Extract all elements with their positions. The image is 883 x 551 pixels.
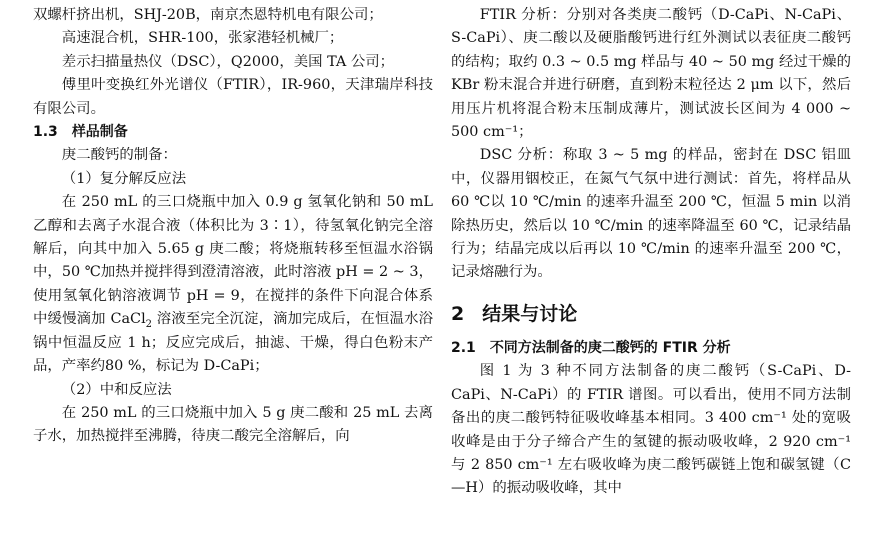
section-heading-2 [451,302,851,326]
method-1-text-a: 在 250 mL 的三口烧瓶中加入 0.9 g 氢氧化钠和 50 mL 乙醇和去离子水混合液（体积比为 3∶1），待氢氧化钠完全溶解后，向其中加入 5.65 g 庚二酸；将烧瓶转移至恒温水浴锅中，50 ℃加热并搅拌得到澄清溶液，此时溶液 pH = 2 ~ 3，使用氢氧化钠溶液调节 pH = 9，在搅拌的条件下向混合体系中缓慢滴加 CaCl [33,194,433,328]
section-title: 不同方法制备的庚二酸钙的 FTIR 分析 [489,339,731,356]
method-2-heading: （2）中和反应法 [61,381,172,398]
left-column [33,4,433,449]
equipment-ftir: 傅里叶变换红外光谱仪（FTIR），IR-960，天津瑞岸科技有限公司。 [33,77,433,117]
method-1-heading: （1）复分解反应法 [61,170,187,187]
ftir-results-paragraph: 图 1 为 3 种不同方法制备的庚二酸钙（S-CaPi、D-CaPi、N-CaPi）的 FTIR 谱图。可以看出，使用不同方法制备出的庚二酸钙特征吸收峰基本相同。3 400 cm⁻¹ 处的宽吸收峰是由于分子缔合产生的氢键的振动吸收峰，2 920 cm⁻¹ 与 2 850 cm⁻¹ 左右吸收峰为庚二酸钙碳链上饱和碳氢键（C—H）的振动吸收峰，其中 [451,363,851,497]
prep-intro: 庚二酸钙的制备： [61,147,177,164]
equipment-extruder: 双螺杆挤出机，SHJ-20B，南京杰恩特机电有限公司； [33,7,383,23]
method-2-paragraph: 在 250 mL 的三口烧瓶中加入 5 g 庚二酸和 25 mL 去离子水，加热搅拌至沸腾，待庚二酸完全溶解后，向 [33,404,433,445]
equipment-dsc: 差示扫描量热仪（DSC），Q2000，美国 TA 公司； [61,53,395,70]
section-title: 结果与讨论 [482,302,578,325]
section-number: 2 [451,302,465,325]
ftir-analysis-paragraph: FTIR 分析：分别对各类庚二酸钙（D-CaPi、N-CaPi、S-CaPi）、庚二酸以及硬脂酸钙进行红外测试以表征庚二酸钙的结构；取约 0.3 ~ 0.5 mg 样品与 40 ~ 50 mg 经过干燥的 KBr 粉末混合并进行研磨，直到粉末粒径达 2 μm 以下，然后用压片机将混合粉末压制成薄片，测试波长区间为 4 000 ~ 500 cm⁻¹； [451,7,851,141]
section-title: 样品制备 [71,124,128,141]
section-number: 1.3 [33,124,58,141]
method-1-paragraph [33,191,433,378]
section-number: 2.1 [451,339,476,356]
section-heading-1-3 [33,121,433,144]
equipment-mixer: 高速混合机，SHR-100，张家港轻机械厂； [61,30,344,47]
method-1-text-b: 溶液至完全沉淀，滴加完成后，在恒温水浴锅中恒温反应 1 h；反应完成后，抽滤、干燥，得白色粉末产品，产率约80 %，标记为 D-CaPi； [33,311,434,375]
section-heading-2-1 [451,337,851,360]
right-column [451,4,851,501]
dsc-analysis-paragraph: DSC 分析：称取 3 ~ 5 mg 的样品，密封在 DSC 铝皿中，仪器用铟校正，在氮气气氛中进行测试：首先，将样品从 60 ℃以 10 ℃/min 的速率升温至 200 ℃，恒温 5 min 以消除热历史，然后以 10 ℃/min 的速率降温至 60 ℃，记录结晶行为；结晶完成以后再以 10 ℃/min 的速率升温至 200 ℃，记录熔融行为。 [451,147,851,281]
cacl2-subscript: 2 [145,319,153,331]
